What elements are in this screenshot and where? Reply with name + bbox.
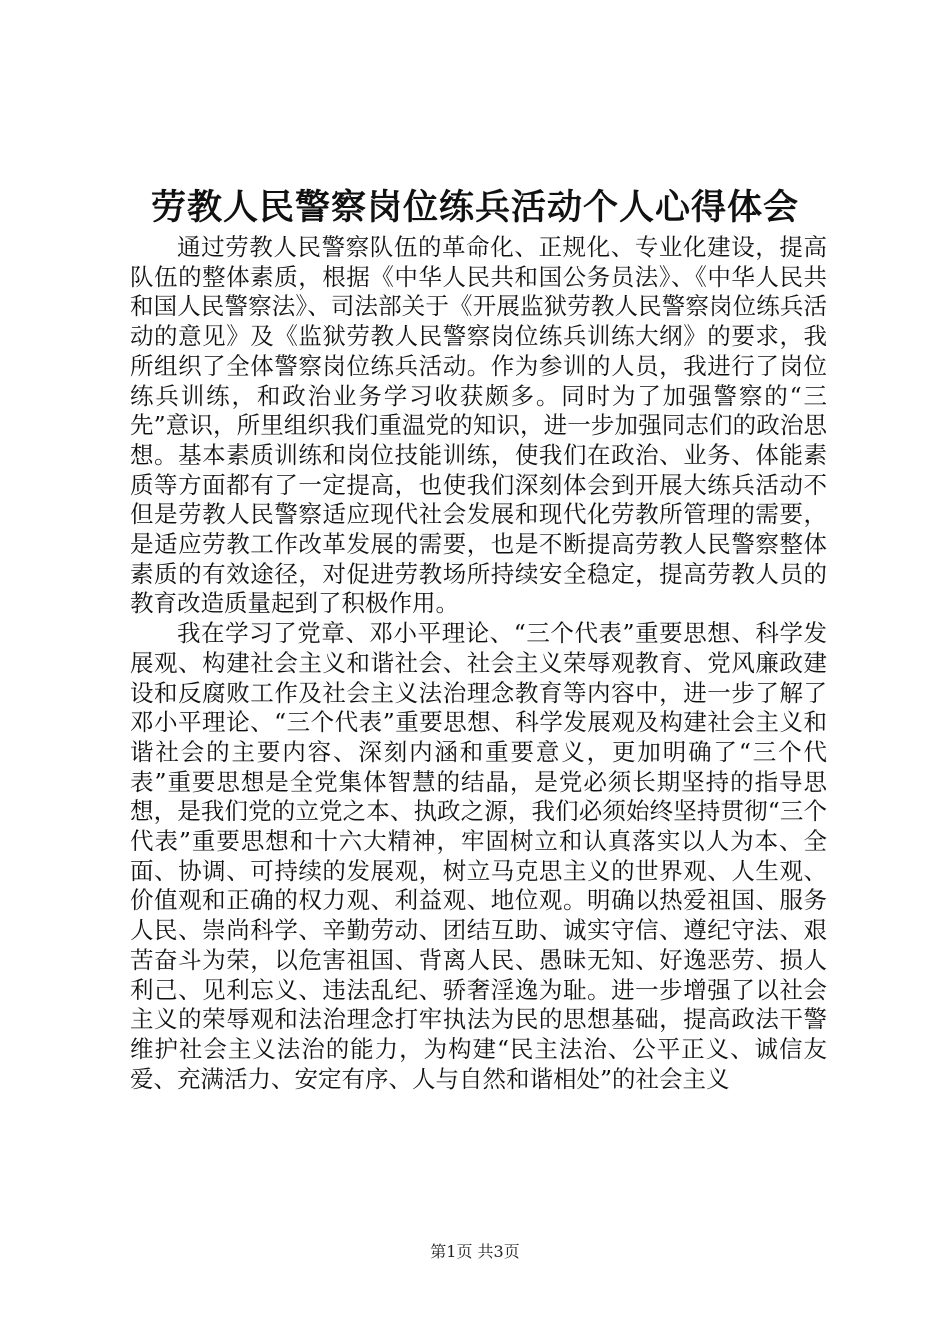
document-title: 劳教人民警察岗位练兵活动个人心得体会 [150,187,799,228]
paragraph-2: 我在学习了党章、邓小平理论、“三个代表”重要思想、科学发展观、构建社会主义和谐社会、社会主义荣辱观教育、党风廉政建设和反腐败工作及社会主义法治理念教育等内容中，进一步了解了邓小平理论、“三个代表”重要思想、科学发展观及构建社会主义和谐社会的主要内容、深刻内涵和重要意义，更加明确了“三个代表”重要思想是全党集体智慧的结晶，是党必须长期坚持的指导思想，是我们党的立党之本、执政之源，我们必须始终坚持贯彻“三个代表”重要思想和十六大精神，牢固树立和认真落实以人为本、全面、协调、可持续的发展观，树立马克思主义的世界观、人生观、价值观和正确的权力观、利益观、地位观。明确以热爱祖国、服务人民、崇尚科学、辛勤劳动、团结互助、诚实守信、遵纪守法、艰苦奋斗为荣，以危害祖国、背离人民、愚昧无知、好逸恶劳、损人利己、见利忘义、违法乱纪、骄奢淫逸为耻。进一步增强了以社会主义的荣辱观和法治理念打牢执法为民的思想基础，提高政法干警维护社会主义法治的能力，为构建“民主法治、公平正义、诚信友爱、充满活力、安定有序、人与自然和谐相处”的社会主义 [130,619,827,1093]
paragraph-1: 通过劳教人民警察队伍的革命化、正规化、专业化建设，提高队伍的整体素质，根据《中华人民共和国公务员法》、《中华人民共和国人民警察法》、司法部关于《开展监狱劳教人民警察岗位练兵活动的意见》及《监狱劳教人民警察岗位练兵训练大纲》的要求，我所组织了全体警察岗位练兵活动。作为参训的人员，我进行了岗位练兵训练，和政治业务学习收获颇多。同时为了加强警察的“三先”意识，所里组织我们重温党的知识，进一步加强同志们的政治思想。基本素质训练和岗位技能训练，使我们在政治、业务、体能素质等方面都有了一定提高，也使我们深刻体会到开展大练兵活动不但是劳教人民警察适应现代社会发展和现代化劳教所管理的需要，是适应劳教工作改革发展的需要，也是不断提高劳教人民警察整体素质的有效途径，对促进劳教场所持续安全稳定，提高劳教人员的教育改造质量起到了积极作用。 [130,233,827,618]
document-body [130,233,827,1094]
page-footer: 第1页 共3页 [430,1242,520,1261]
